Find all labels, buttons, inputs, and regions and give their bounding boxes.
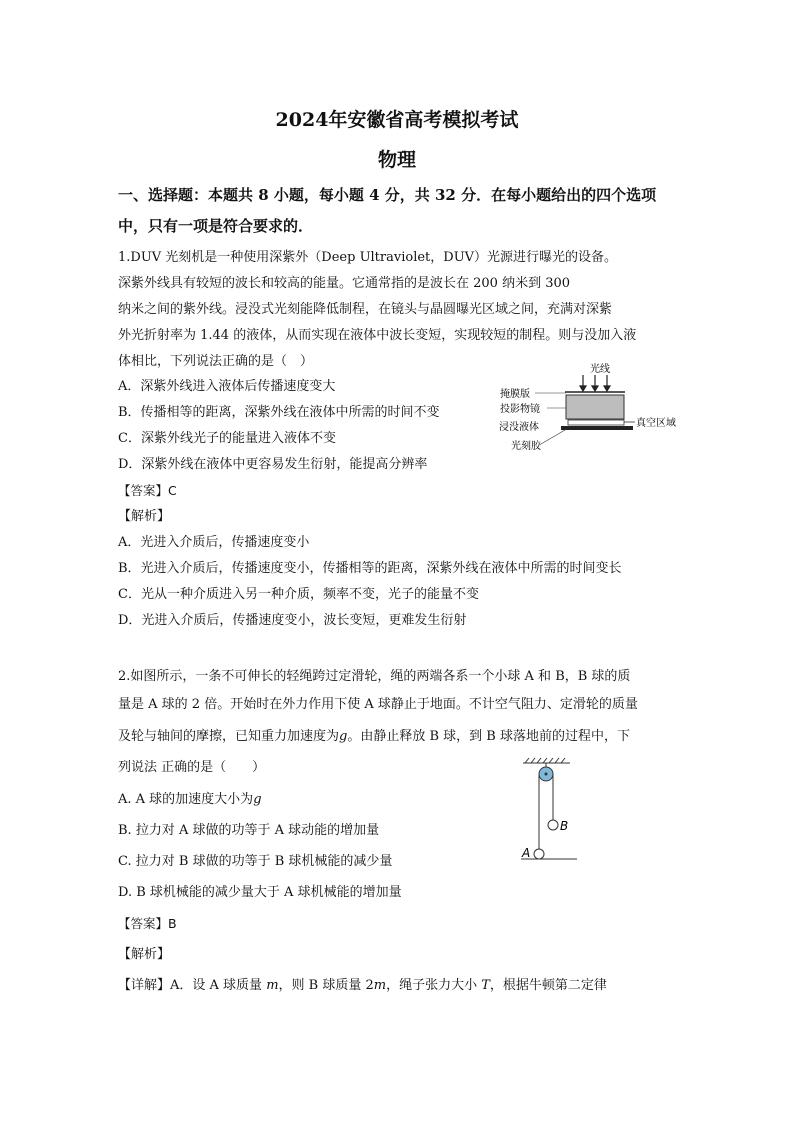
q2-detail-text1: 【详解】A．设 A 球质量 [118,978,267,993]
ball-b [548,820,558,830]
ball-a [534,849,544,859]
q1-analysis-label: 【解析】 [118,509,171,524]
liquid-layer [568,420,624,425]
q2-detail-text3: ，绳子张力大小 [386,978,482,993]
q1-stem-line5: 体相比，下列说法正确的是（ ） [118,354,314,369]
q1-stem-line3: 纳米之间的紫外线。浸没式光刻能降低制程，在镜头与晶圆曝光区域之间，充满对深紫 [118,302,613,317]
ceiling-hatch [523,758,570,763]
q2-detail-line [118,973,607,999]
subject-title: 物理 [377,149,416,171]
exam-title: 2024年安徽省高考模拟考试 [275,109,519,131]
q2-stem-line3-a: 及轮与轴间的摩擦，已知重力加速度为 [118,729,340,744]
q1-stem-line1: 1.DUV 光刻机是一种使用深紫外（Deep Ultraviolet，DUV）光源进行曝光的设备。 [118,250,618,265]
q2-answer: 【答案】B [118,916,177,931]
q2-detail-text2: ，则 B 球质量 2 [278,978,374,993]
q2-option-d: D. B 球机械能的减少量大于 A 球机械能的增加量 [118,885,402,900]
fig-light-label: 光线 [590,364,610,375]
q1-option-b: B．传播相等的距离，深紫外线在液体中所需的时间不变 [118,405,440,420]
q1-answer: 【答案】C [118,483,177,498]
q2-option-b: B. 拉力对 A 球做的功等于 A 球动能的增加量 [118,823,380,838]
q1-option-d: D．深紫外线在液体中更容易发生衍射，能提高分辨率 [118,457,428,472]
label-b: B [560,819,569,833]
q2-analysis-label: 【解析】 [118,947,171,962]
q1-option-c: C．深紫外线光子的能量进入液体不变 [118,431,336,446]
q2-detail-t: T [481,978,490,993]
lithography-figure [495,360,700,455]
fig-mask-label: 掩膜版 [500,389,530,400]
q1-option-a: A．深紫外线进入液体后传播速度变大 [118,379,336,394]
q1-analysis-c: C．光从一种介质进入另一种介质，频率不变，光子的能量不变 [118,587,479,602]
q1-analysis-d: D．光进入介质后，传播速度变小，波长变短，更难发生衍射 [118,613,467,628]
q2-option-a [118,787,262,813]
fig-vacuum-label: 真空区域 [636,418,676,429]
q2-detail-text4: ，根据牛顿第二定律 [489,978,607,993]
q2-stem-line1: 2.如图所示，一条不可伸长的轻绳跨过定滑轮，绳的两端各系一个小球 A 和 B，B 球的质 [118,669,631,684]
q1-analysis-a: A．光进入介质后，传播速度变小 [118,535,310,550]
q2-detail-m2: m [373,978,387,993]
q1-analysis-b: B．光进入介质后，传播速度变小，传播相等的距离，深紫外线在液体中所需的时间变长 [118,561,622,576]
lens-block [566,395,624,419]
resist-layer [561,426,633,430]
section-heading-line2: 中，只有一项是符合要求的． [118,217,314,235]
q2-option-c: C. 拉力对 B 球做的功等于 B 球机械能的减少量 [118,854,393,869]
section-heading [118,180,688,242]
q2-stem-line3 [118,724,630,750]
label-a: A [522,846,531,860]
fig-liquid-label: 浸没液体 [499,422,539,433]
q2-option-a-text: A. A 球的加速度大小为 [118,792,254,807]
pulley-figure [515,757,585,867]
q1-stem-line2: 深紫外线具有较短的波长和较高的能量。它通常指的是波长在 200 纳米到 300 [118,276,571,291]
q2-detail-m1: m [266,978,279,993]
q2-stem-line4: 列说法 正确的是（ ） [118,760,266,775]
section-heading-line1: 一、选择题：本题共 8 小题，每小题 4 分，共 32 分．在每小题给出的四个选项 [118,186,657,204]
q2-stem-line3-b: 。由静止释放 B 球，到 B 球落地前的过程中，下 [347,729,630,744]
q2-stem-line2: 量是 A 球的 2 倍。开始时在外力作用下使 A 球静止于地面。不计空气阻力、定滑轮的质量 [118,697,638,712]
q1-stem-line4: 外光折射率为 1.44 的液体，从而实现在液体中波长变短，实现较短的制程。则与没加入液 [118,328,637,343]
fig-lens-label: 投影物镜 [500,404,540,415]
light-arrows [580,375,610,391]
q2-gravity-symbol: g [339,729,348,744]
q2-option-a-g: g [253,792,262,807]
fig-resist-label: 光刻胶 [511,441,541,452]
